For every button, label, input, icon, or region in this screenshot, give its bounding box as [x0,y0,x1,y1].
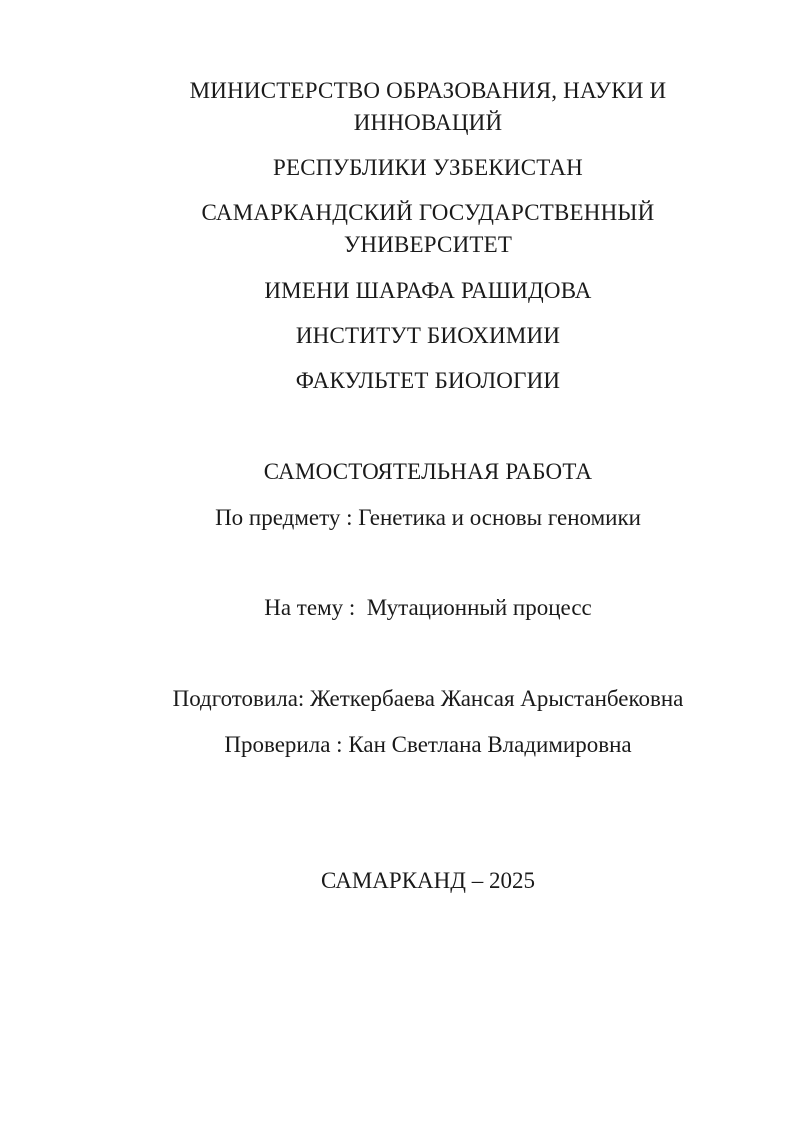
named-after-line: ИМЕНИ ШАРАФА РАШИДОВА [264,278,592,303]
topic-line: На тему : Мутационный процесс [264,595,592,620]
institute-line: ИНСТИТУТ БИОХИМИИ [295,323,561,348]
university-line-2: УНИВЕРСИТЕТ [343,232,513,257]
ministry-line-2: ИННОВАЦИЙ [353,110,503,135]
university-line-1: САМАРКАНДСКИЙ ГОСУДАРСТВЕННЫЙ [201,200,655,225]
prepared-by-line: Подготовила: Жеткербаева Жансая Арыстанбековна [172,686,684,711]
republic-line: РЕСПУБЛИКИ УЗБЕКИСТАН [273,155,583,180]
work-type: САМОСТОЯТЕЛЬНАЯ РАБОТА [263,459,593,484]
faculty-line: ФАКУЛЬТЕТ БИОЛОГИИ [295,368,561,393]
ministry-line-1: МИНИСТЕРСТВО ОБРАЗОВАНИЯ, НАУКИ И [189,78,667,103]
checked-by-line: Проверила : Кан Светлана Владимировна [224,732,632,757]
city-year-line: САМАРКАНД – 2025 [321,868,535,893]
subject-line: По предмету : Генетика и основы геномики [215,505,641,530]
